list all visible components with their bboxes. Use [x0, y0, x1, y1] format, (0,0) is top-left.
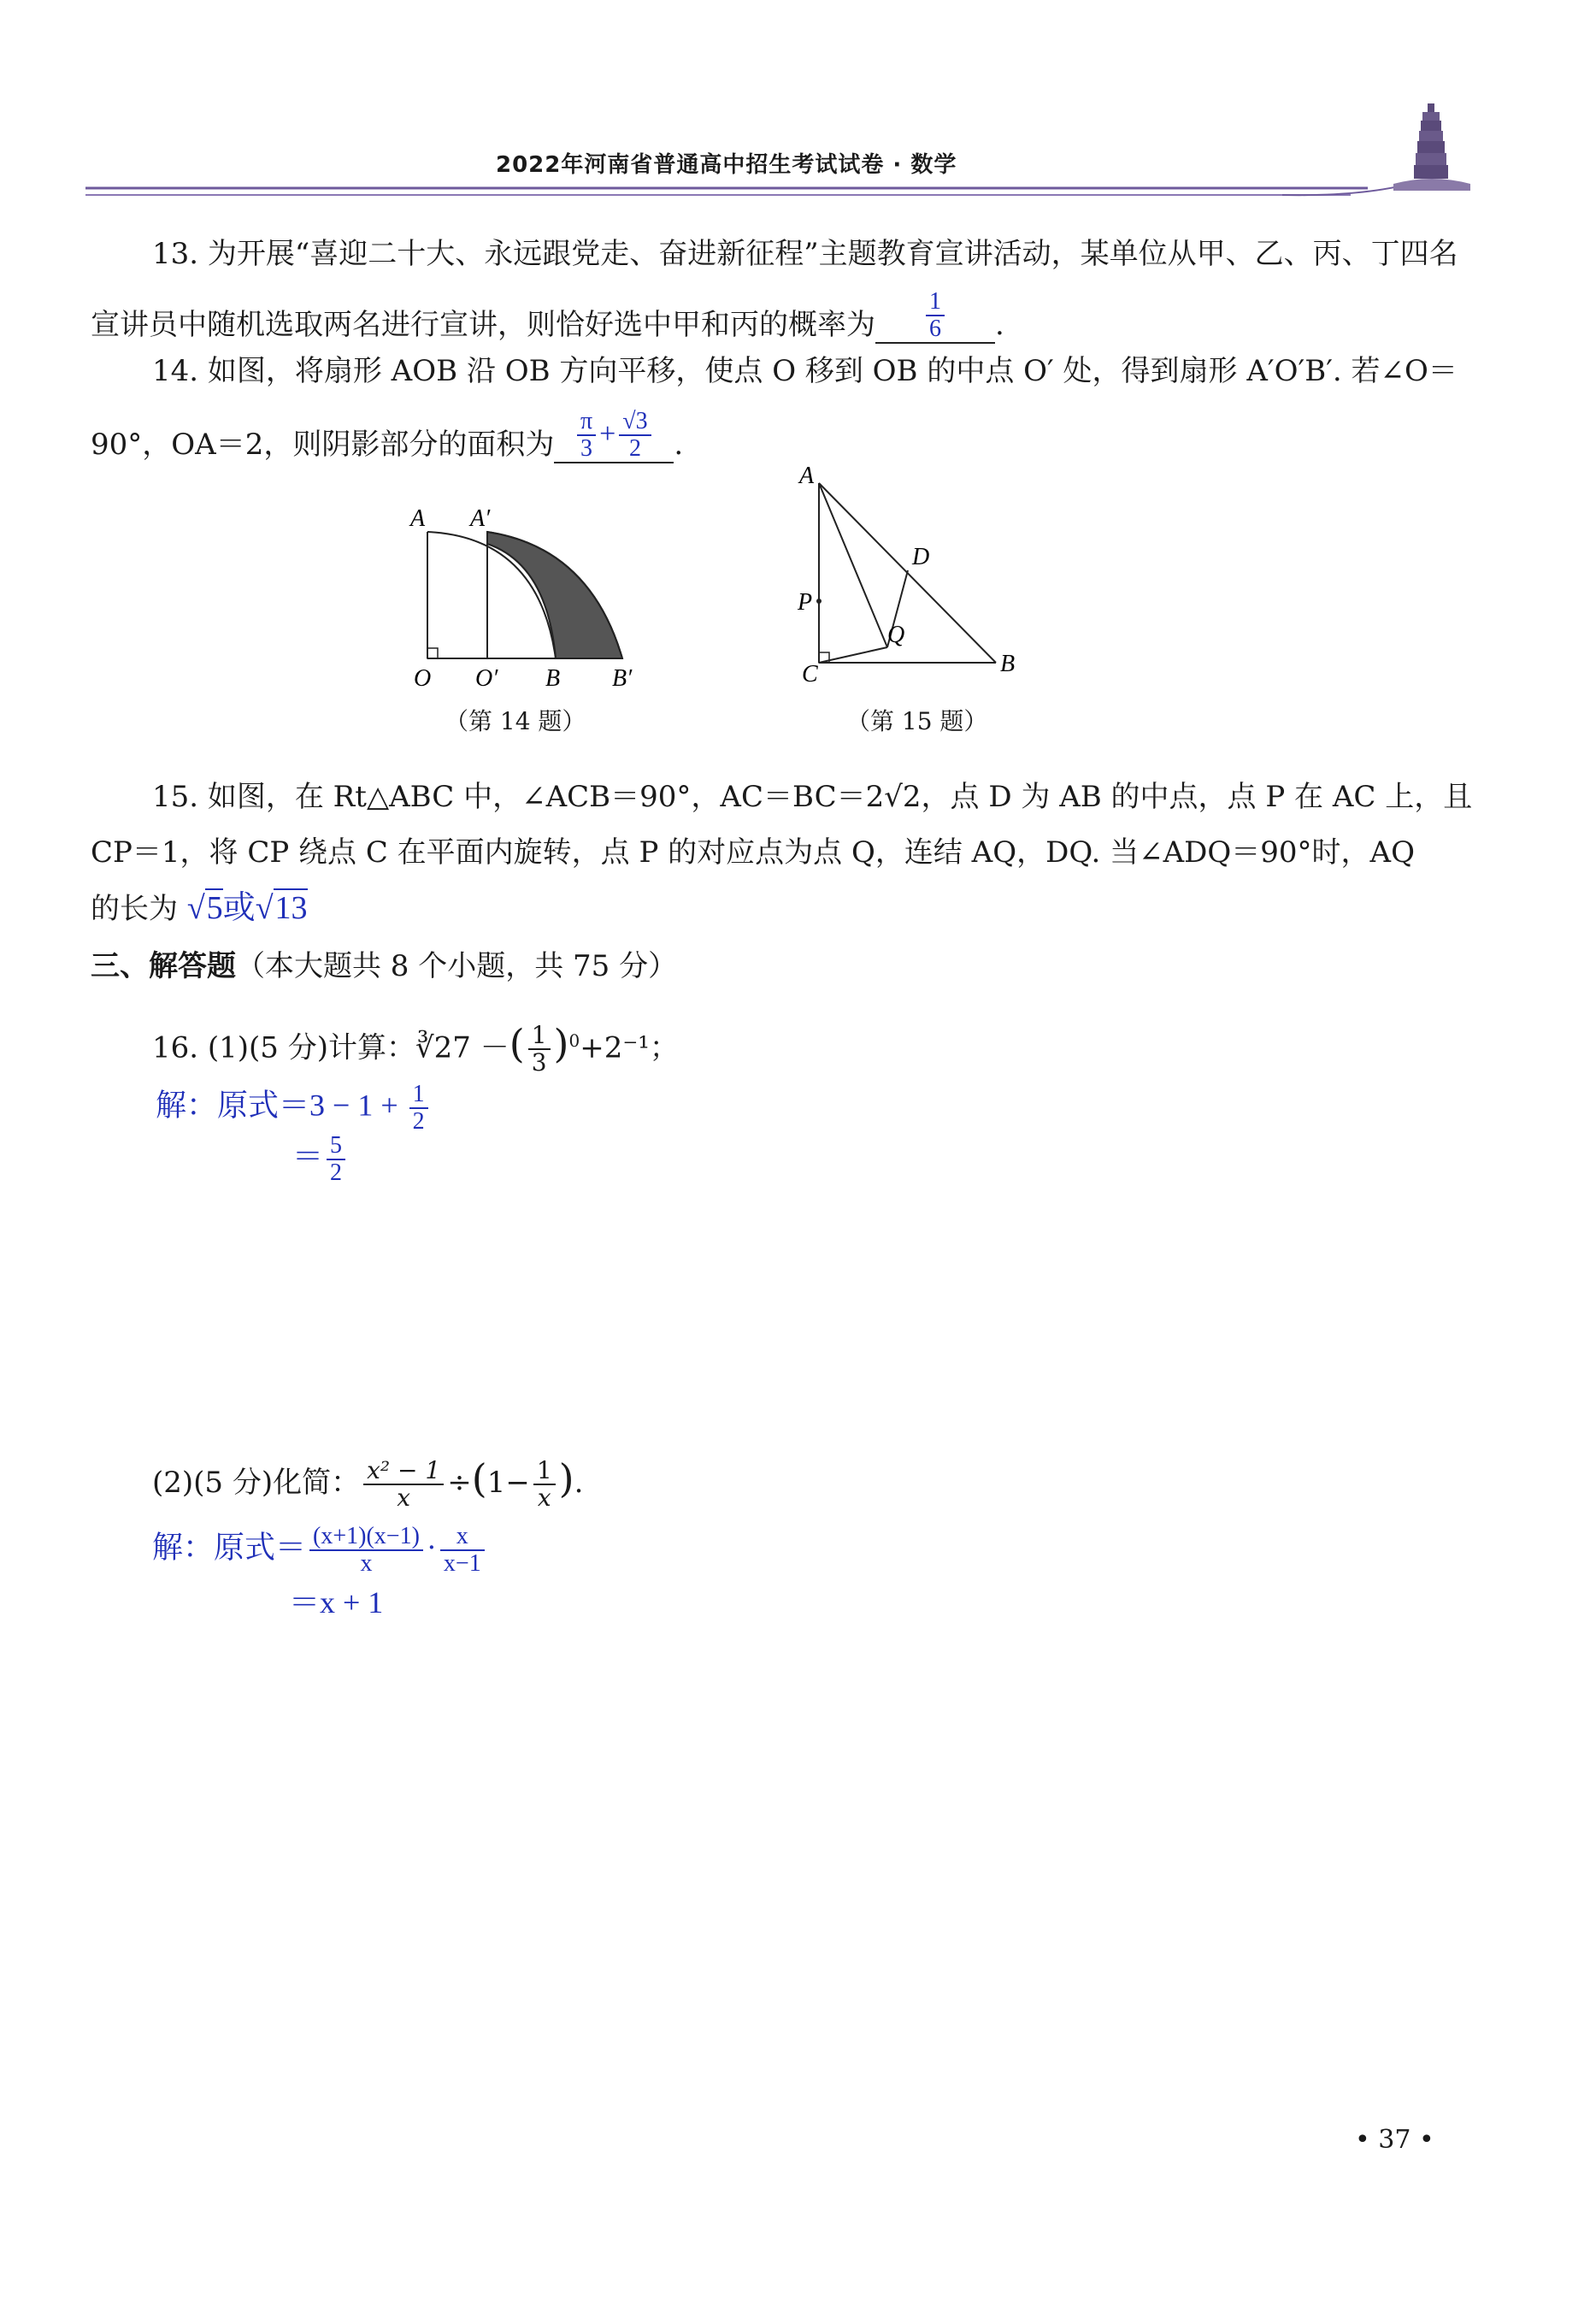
q16-solution2-line1: [152, 1524, 488, 1577]
q16-part2-inner-num: 1: [536, 1456, 552, 1484]
q15-stem: 的长为: [91, 892, 178, 926]
q16-sol1-result: [327, 1133, 345, 1186]
fig15-label-A: A: [799, 466, 815, 489]
fig14-right-angle-mark: [427, 648, 438, 658]
q16-part2-inner-den: x: [533, 1484, 556, 1511]
fig14-label-A: A: [410, 505, 426, 532]
q16-sol2-f1-den: x: [309, 1549, 423, 1577]
q16-sol2-f2-num: x: [456, 1523, 468, 1549]
q16-sol2-f2-den: x−1: [440, 1549, 485, 1577]
q15-line1: 15. 如图，在 Rt△ABC 中，∠ACB＝90°，AC＝BC＝2√2，点 D 为 AB 的中点，点 P 在 AC 上，且: [152, 780, 1473, 814]
q15-answer-sqrt5: 5: [206, 890, 223, 926]
q13-answer-blank: [875, 289, 995, 344]
q16-sol1-label: 解：原式＝: [156, 1088, 310, 1123]
q13-line2: [91, 289, 1004, 344]
q16-sol1-half-num: 1: [412, 1081, 425, 1107]
q15-line3: [91, 889, 308, 928]
q16-solution2-line2: ＝x + 1: [289, 1585, 384, 1620]
q16-sol1-expr: 3 − 1 +: [309, 1088, 406, 1123]
q14-answer-blank: [554, 409, 674, 463]
section3-title: 三、解答题: [91, 949, 236, 983]
q16-part2-one-minus: 1−: [486, 1466, 530, 1500]
page-number: • 37 •: [1355, 2125, 1434, 2155]
q15-line2: CP＝1，将 CP 绕点 C 在平面内旋转，点 P 的对应点为点 Q，连结 AQ，DQ. 当∠ADQ＝90°时，AQ: [91, 835, 1415, 870]
q14-answer-sqrt3: √3: [622, 408, 648, 434]
page-header: [85, 128, 1487, 222]
figure-15: [786, 466, 1026, 697]
fig14-label-B-prime: B′: [612, 665, 633, 692]
fig14-label-O: O: [414, 665, 432, 692]
q13-answer-numerator: 1: [929, 288, 941, 315]
q16-part2: (2)(5 分)化简： $\frac{\text{x² − 1}}{x}$ ÷(1− $\frac{1}{x}$ ).: [152, 1455, 584, 1512]
fig15-caption: （第 15 题）: [846, 707, 988, 735]
q14-answer-fraction-2: [619, 409, 651, 462]
q16-sol1-res-den: 2: [327, 1159, 345, 1186]
q16-part2-frac-num: x² − 1: [367, 1456, 441, 1484]
q16-sol1-eq: ＝: [292, 1139, 324, 1174]
q13-stem: 宣讲员中随机选取两名进行宣讲，则恰好选中甲和丙的概率为: [91, 308, 875, 342]
q16-part2-prefix: (2)(5 分)化简：: [152, 1466, 361, 1500]
q15-answer-sqrt13: 13: [274, 890, 308, 926]
q16-part1-frac-num: 1: [531, 1021, 547, 1050]
section3-note: （本大题共 8 个小题，共 75 分）: [236, 949, 678, 983]
q14-line2: [91, 409, 683, 463]
fig14-shaded-region: [487, 532, 622, 658]
fig14-label-B: B: [545, 665, 561, 692]
q15-answer: √5或√13: [186, 890, 308, 926]
fig15-label-P: P: [798, 589, 813, 616]
header-title: 2022年河南省普通高中招生考试试卷 · 数学: [496, 152, 957, 178]
q16-part1-prefix: 16. (1)(5 分)计算：∛27 －: [152, 1030, 509, 1065]
header-decoration-lines: [85, 178, 1487, 204]
fig15-label-Q: Q: [887, 622, 905, 648]
q16-part2-fraction: [363, 1458, 444, 1511]
q16-solution1-line1: [156, 1082, 432, 1135]
fig15-label-D: D: [912, 544, 930, 570]
fig15-label-B: B: [1000, 651, 1016, 677]
q16-part1-frac-den: 3: [528, 1048, 551, 1076]
q16-part1: 16. (1)(5 分)计算：∛27 －( $\frac{1}{3}$ )$^0$+2⁻¹；: [152, 1020, 679, 1077]
q14-answer-3: 3: [577, 434, 596, 462]
q14-answer-2: 2: [619, 434, 651, 462]
q15-answer-or: 或: [222, 890, 256, 926]
q16-sol1-res-num: 5: [330, 1132, 343, 1159]
q14-answer-fraction-1: [577, 409, 596, 462]
q16-sol1-half-den: 2: [409, 1107, 428, 1135]
fig15-aq: [819, 483, 887, 647]
q16-part2-end: .: [574, 1466, 584, 1500]
fig14-caption: （第 14 题）: [445, 707, 586, 735]
q16-part2-inner-fraction: [533, 1458, 556, 1511]
q16-sol1-half: [409, 1082, 428, 1135]
q16-part2-div: ÷: [447, 1466, 472, 1500]
q16-part1-fraction: [528, 1023, 551, 1076]
q14-stem: 90°，OA＝2，则阴影部分的面积为: [91, 428, 555, 462]
section3-heading: [91, 947, 677, 985]
q16-sol2-frac1: [309, 1524, 423, 1577]
q14-period: .: [674, 428, 684, 462]
q16-sol2-label: 解：原式＝: [152, 1530, 307, 1565]
figure-14: [402, 496, 658, 693]
q14-answer-plus: +: [599, 418, 616, 450]
q14-line1: 14. 如图，将扇形 AOB 沿 OB 方向平移，使点 O 移到 OB 的中点 O′ 处，得到扇形 A′O′B′. 若∠O＝: [152, 354, 1458, 388]
fig14-label-A-prime: A′: [470, 505, 491, 532]
q16-part2-frac-den: x: [363, 1484, 444, 1511]
q13-period: .: [995, 308, 1004, 342]
q16-sol2-dot: ·: [426, 1530, 437, 1565]
q16-sol2-frac2: [440, 1524, 485, 1577]
fig15-point-p: [816, 599, 822, 604]
q14-answer-pi: π: [580, 408, 593, 434]
fig15-label-C: C: [802, 661, 818, 687]
q16-solution1-line2: [292, 1133, 349, 1186]
q16-part1-suffix: +2⁻¹；: [580, 1030, 679, 1065]
q13-line1: 13. 为开展“喜迎二十大、永远跟党走、奋进新征程”主题教育宣讲活动，某单位从甲、乙、丙、丁四名: [152, 237, 1458, 271]
q13-answer: [926, 289, 945, 342]
q13-answer-denominator: 6: [926, 315, 945, 342]
pagoda-logo-icon: [1385, 98, 1479, 201]
q16-sol2-f1-num: (x+1)(x−1): [313, 1523, 420, 1549]
fig14-label-O-prime: O′: [475, 665, 498, 692]
